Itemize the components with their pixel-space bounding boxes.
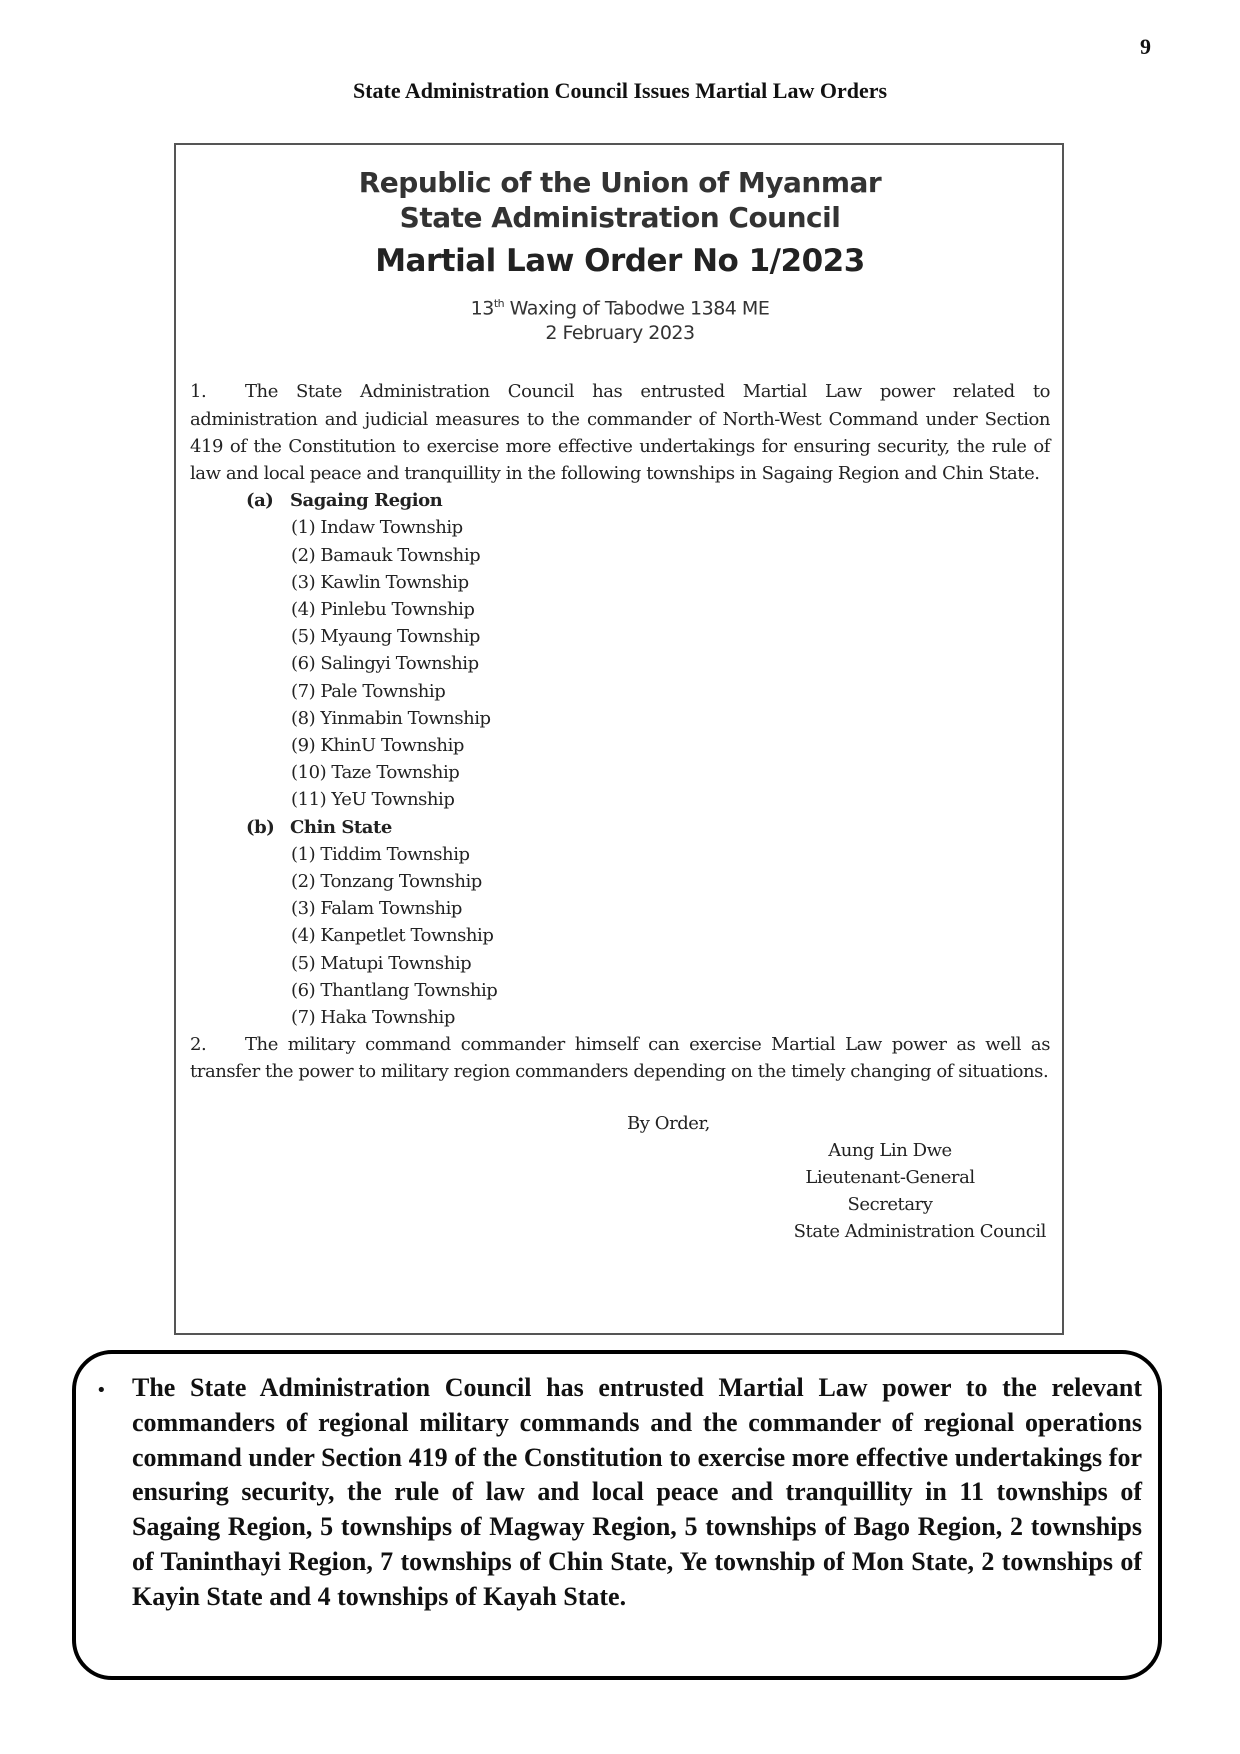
order-date-gregorian: 2 February 2023 [545,322,695,345]
paragraph-number: 2. [190,1034,207,1056]
order-date-myanmar [190,291,1050,321]
signatory-title: Secretary [847,1194,933,1216]
township-item: (7) Haka Township [291,1007,455,1028]
region-heading-chin [190,814,1050,841]
summary-text: The State Administration Council has entrusted Martial Law power to the relevant commanders of regional military commands and the commander of regional operations command under Section 419 of the Constitution to exercise more effective undertakings for ensuring security, the rule of law and local peace and tranquillity in 11 townships of Sagaing Region, 5 townships of Magway Region, 5 townships of Bago Region, 2 townships of Taninthayi Region, 7 townships of Chin State, Ye township of Mon State, 2 townships of Kayin State and 4 townships of Kayah State. [132,1373,1142,1611]
paragraph-text: The military command commander himself can exercise Martial Law power as well as transfer the power to military region commanders depending on the timely changing of situations. [190,1034,1050,1083]
region-label: (b) [246,816,275,838]
township-item: (8) Yinmabin Township [291,707,491,729]
summary-box [72,1350,1162,1680]
page-number: 9 [1140,34,1151,59]
date-myanmar-rest: Waxing of Tabodwe 1384 ME [504,297,770,320]
signatory-organization: State Administration Council [793,1221,1046,1243]
signatory-name: Aung Lin Dwe [828,1139,952,1161]
township-item: (3) Falam Township [291,898,462,920]
township-item: (5) Myaung Township [291,626,480,648]
bullet-icon: • [96,1380,107,1401]
martial-law-order-document [174,143,1064,1335]
by-order-line: By Order, [627,1112,710,1134]
order-title: Martial Law Order No 1/2023 [375,243,865,279]
township-item: (2) Bamauk Township [291,544,481,566]
order-content [190,145,1050,1246]
region-heading-sagaing [190,487,1050,514]
township-item: (11) YeU Township [291,789,455,811]
paragraph-text: The State Administration Council has entrusted Martial Law power related to administration and judicial measures to the commander of North-West Command under Section 419 of the Constitution to exercise more effective undertakings for ensuring security, the rule of law and local peace and tranquillity in the following townships in Sagaing Region and Chin State. [190,381,1050,484]
township-item: (7) Pale Township [291,680,446,702]
township-item: (5) Matupi Township [291,952,472,974]
region-name: Chin State [290,816,392,838]
order-paragraph-2 [190,1031,1050,1085]
township-item: (4) Pinlebu Township [291,598,475,620]
township-item: (2) Tonzang Township [291,870,482,892]
order-header-country: Republic of the Union of Myanmar [358,166,882,199]
region-name: Sagaing Region [290,490,443,512]
page-heading: State Administration Council Issues Martial Law Orders [352,78,888,103]
township-item: (10) Taze Township [291,762,460,784]
township-item: (1) Indaw Township [291,517,463,539]
township-item: (6) Salingyi Township [291,653,479,675]
township-item: (4) Kanpetlet Township [291,925,494,947]
order-paragraph-1 [190,378,1050,487]
township-item: (9) KhinU Township [291,734,464,756]
township-item: (3) Kawlin Township [291,571,469,593]
date-day-suffix: th [493,297,505,310]
paragraph-number: 1. [190,381,207,403]
township-item: (1) Tiddim Township [291,843,470,865]
signatory-rank: Lieutenant-General [805,1167,975,1189]
order-header-council: State Administration Council [399,201,841,234]
region-label: (a) [246,490,274,512]
date-day-number: 13 [470,297,494,320]
region-list [190,487,1050,1031]
township-item: (6) Thantlang Township [291,979,498,1001]
